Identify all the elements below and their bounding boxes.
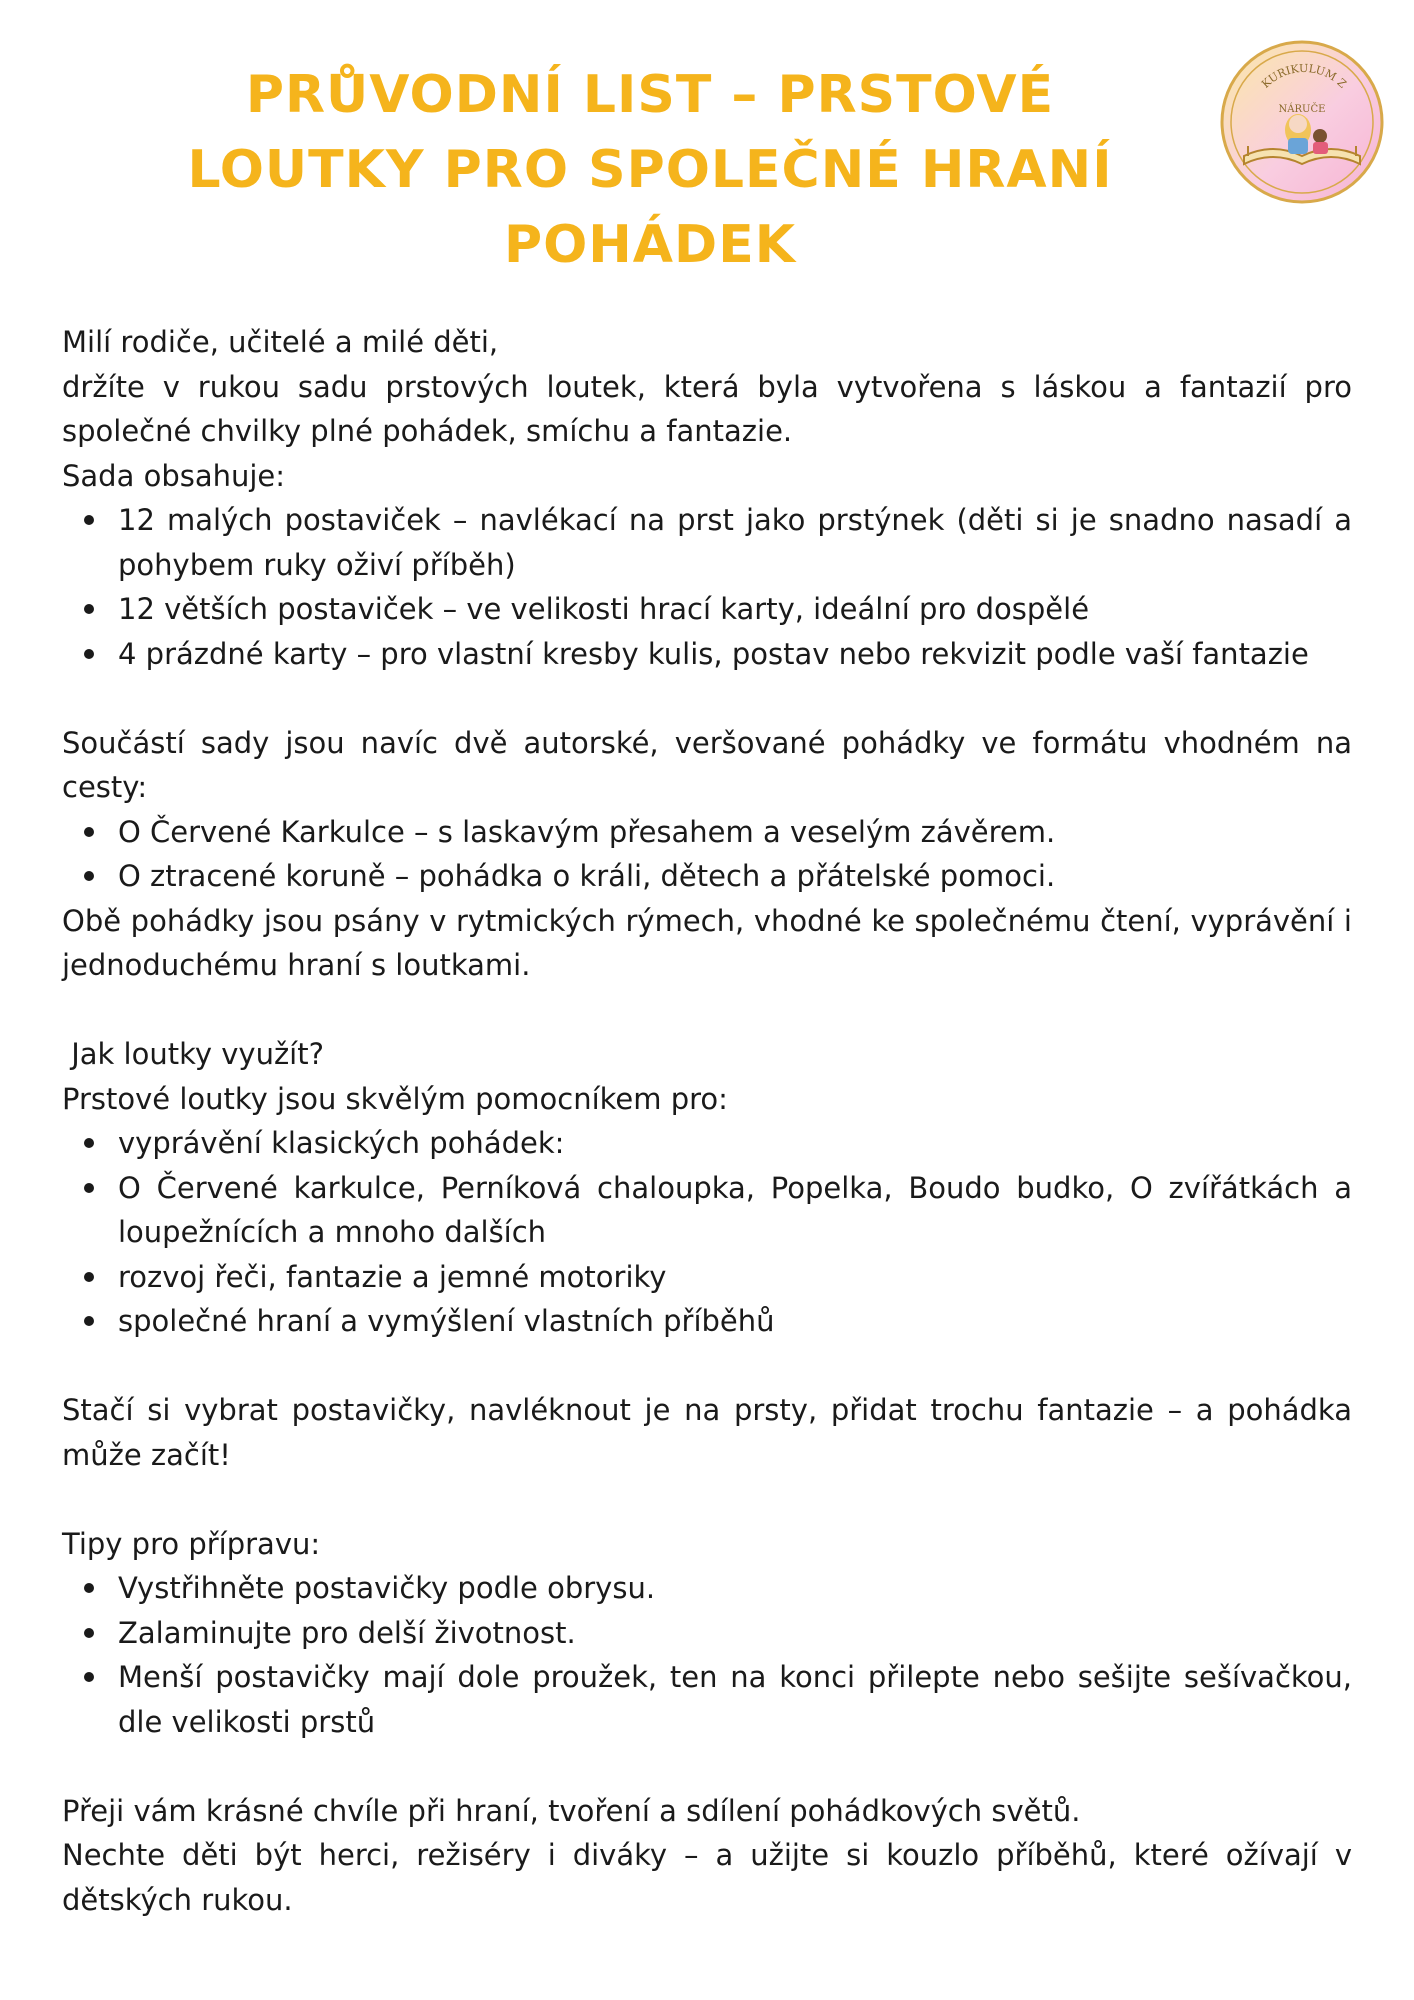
tips-heading: Tipy pro přípravu: xyxy=(62,1526,321,1561)
list-item: Vystřihněte postavičky podle obrysu. xyxy=(118,1566,1352,1611)
list-item: O Červené Karkulce – s laskavým přesahem a veselým závěrem. xyxy=(118,810,1352,855)
bullet-icon xyxy=(84,1583,94,1593)
list-item: 12 malých postaviček – navlékací na prst jako prstýnek (děti si je snadno nasadí a pohybem ruky oživí příběh) xyxy=(118,498,1352,587)
call-to-action: Stačí si vybrat postavičky, navléknout je na prsty, přidat trochu fantazie – a pohádka může začít! xyxy=(62,1393,1352,1472)
list-item: O Červené karkulce, Perníková chaloupka, Popelka, Boudo budko, O zvířátkách a loupežnících a mnoho dalších xyxy=(118,1166,1352,1255)
bullet-icon xyxy=(84,827,94,837)
document-body xyxy=(62,320,1352,1922)
page-title: PRŮVODNÍ LIST – PRSTOVÉ LOUTKY PRO SPOLEČNÉ HRANÍ POHÁDEK xyxy=(187,65,1113,275)
book-with-children-logo-icon xyxy=(1218,38,1386,206)
list-item: společné hraní a vymýšlení vlastních příběhů xyxy=(118,1299,1352,1344)
list-item: rozvoj řeči, fantazie a jemné motoriky xyxy=(118,1255,1352,1300)
list-item: Menší postavičky mají dole proužek, ten na konci přilepte nebo sešijte sešívačkou, dle velikosti prstů xyxy=(118,1655,1352,1744)
closing-line-2: Nechte děti být herci, režiséry i diváky – a užijte si kouzlo příběhů, které ožívají v dětských rukou. xyxy=(62,1838,1352,1917)
stories-outro: Obě pohádky jsou psány v rytmických rýmech, vhodné ke společnému čtení, vyprávění i jednoduchému hraní s loutkami. xyxy=(62,903,1352,982)
bullet-icon xyxy=(84,604,94,614)
bullet-icon xyxy=(84,1272,94,1282)
stories-list xyxy=(62,810,1352,899)
bullet-icon xyxy=(84,1138,94,1148)
bullet-icon xyxy=(84,515,94,525)
stories-paragraph: Součástí sady jsou navíc dvě autorské, veršované pohádky ve formátu vhodném na cesty: xyxy=(62,725,1352,804)
usage-list xyxy=(62,1121,1352,1344)
usage-paragraph: Prstové loutky jsou skvělým pomocníkem pro: xyxy=(62,1081,728,1116)
usage-heading: Jak loutky využít? xyxy=(62,1037,324,1071)
logo xyxy=(1218,38,1386,206)
tips-list xyxy=(62,1566,1352,1744)
list-item: Zalaminujte pro delší životnost. xyxy=(118,1611,1352,1656)
greeting: Milí rodiče, učitelé a milé děti, xyxy=(62,325,499,359)
logo-text-line1: KURIKULUM Z xyxy=(1259,61,1349,91)
bullet-icon xyxy=(84,1672,94,1682)
bullet-icon xyxy=(84,1183,94,1193)
list-item: 4 prázdné karty – pro vlastní kresby kulis, postav nebo rekvizit podle vaší fantazie xyxy=(118,632,1352,677)
contents-list xyxy=(62,498,1352,676)
list-item: vyprávění klasických pohádek: xyxy=(118,1121,1352,1166)
bullet-icon xyxy=(84,1628,94,1638)
bullet-icon xyxy=(84,871,94,881)
logo-text-line2: NÁRUČE xyxy=(1278,104,1326,115)
intro-paragraph: držíte v rukou sadu prstových loutek, která byla vytvořena s láskou a fantazií pro společné chvilky plné pohádek, smíchu a fantazie. xyxy=(62,369,1352,448)
list-item: O ztracené koruně – pohádka o králi, dětech a přátelské pomoci. xyxy=(118,854,1352,899)
contents-label: Sada obsahuje: xyxy=(62,458,286,493)
list-item: 12 větších postaviček – ve velikosti hrací karty, ideální pro dospělé xyxy=(118,587,1352,632)
bullet-icon xyxy=(84,1316,94,1326)
bullet-icon xyxy=(84,649,94,659)
closing-line-1: Přeji vám krásné chvíle při hraní, tvoření a sdílení pohádkových světů. xyxy=(62,1793,1081,1828)
